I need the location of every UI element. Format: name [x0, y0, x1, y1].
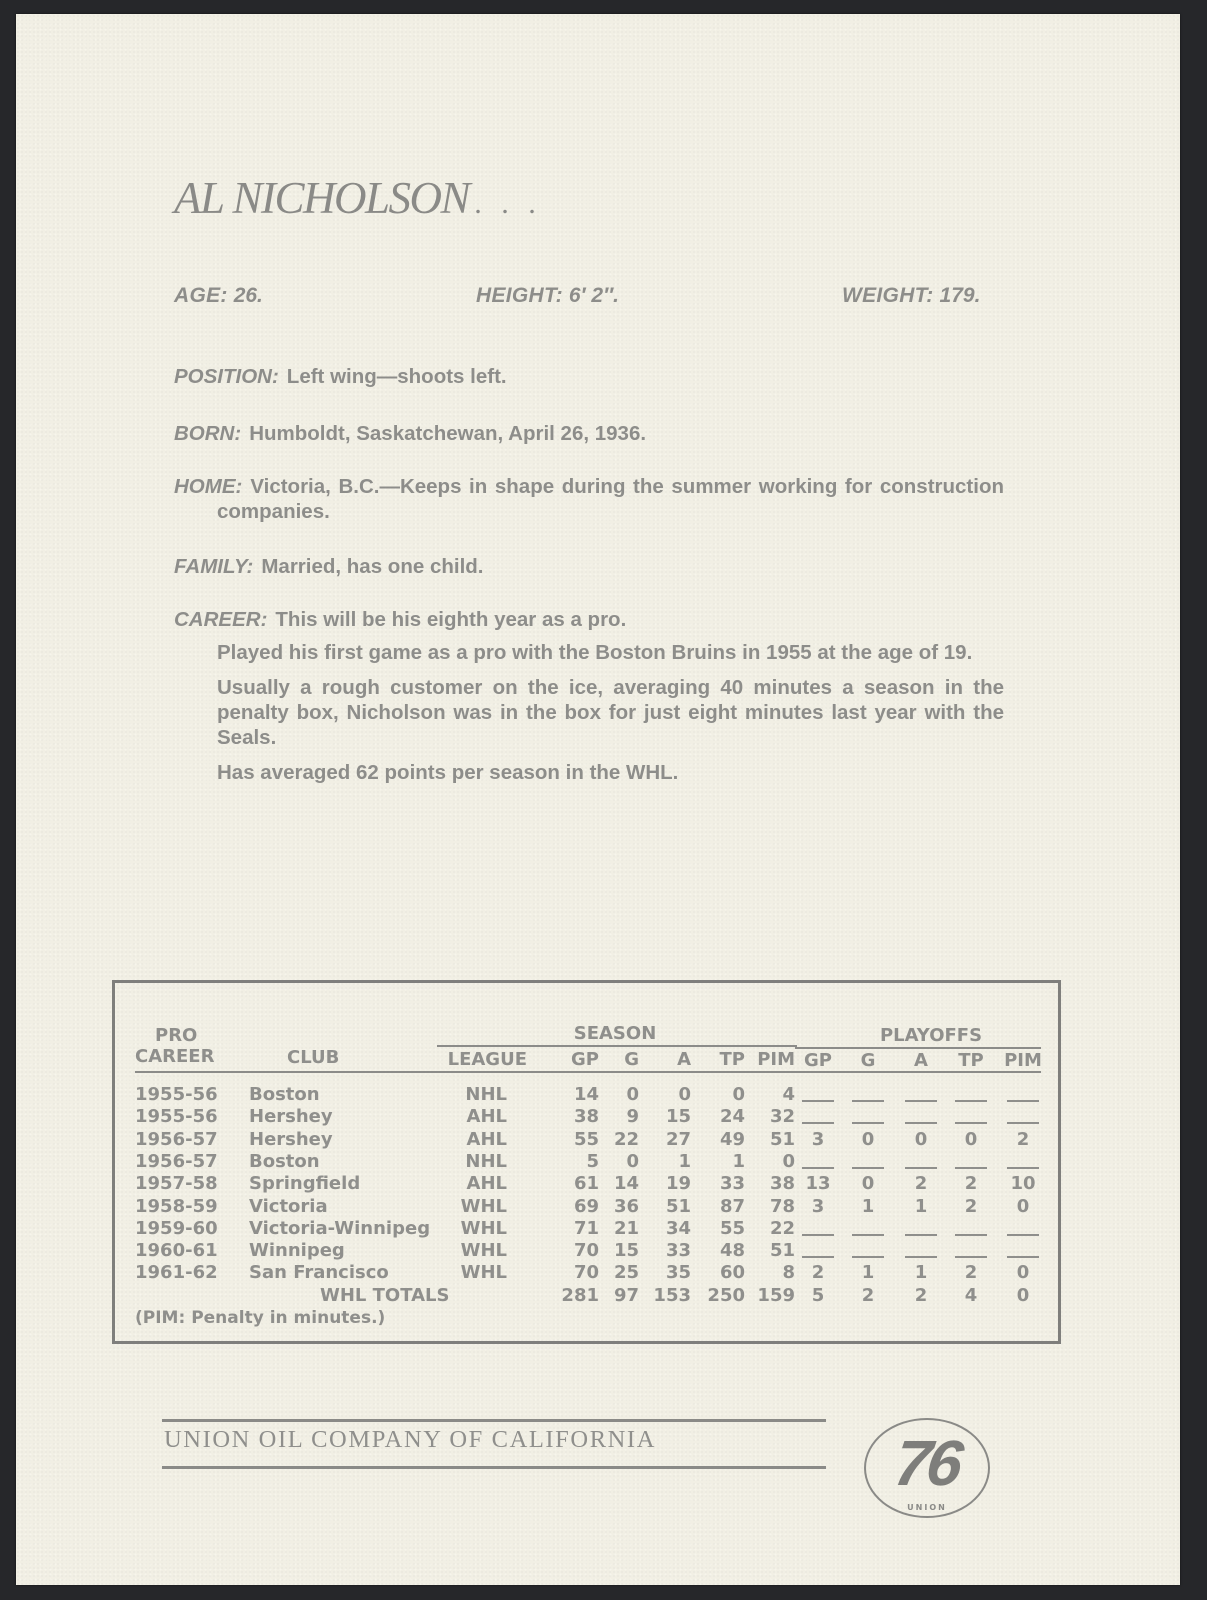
- row-playoffs-a: 2: [914, 1173, 928, 1195]
- row-season-tp: 55: [719, 1217, 745, 1239]
- row-playoffs-pim: 2: [1016, 1128, 1030, 1150]
- row-season-pim: 51: [769, 1240, 795, 1262]
- row-playoffs-tp: [946, 1084, 996, 1105]
- row-season-pim: 78: [769, 1195, 795, 1217]
- header-season-g: G: [624, 1049, 639, 1070]
- row-playoffs-pim: [998, 1218, 1048, 1239]
- row-season-pim: 51: [769, 1128, 795, 1150]
- empty-dash: [905, 1100, 937, 1102]
- height-label: HEIGHT:: [476, 284, 563, 307]
- row-playoffs-pim: 10: [1010, 1173, 1036, 1195]
- row-season-a: 51: [665, 1195, 691, 1217]
- row-year: 1961-62: [135, 1262, 218, 1284]
- age-label: AGE:: [174, 284, 228, 307]
- totals-playoffs-g: 2: [861, 1284, 875, 1306]
- row-league: AHL: [466, 1128, 507, 1150]
- row-season-tp: 24: [719, 1106, 745, 1128]
- row-season-g: 25: [613, 1262, 639, 1284]
- row-club: Hershey: [249, 1106, 333, 1128]
- header-career: CAREER: [135, 1046, 215, 1067]
- totals-playoffs-tp: 4: [964, 1284, 978, 1306]
- row-year: 1956-57: [135, 1150, 218, 1172]
- totals-season-a: 153: [653, 1284, 691, 1306]
- row-season-a: 1: [678, 1150, 691, 1172]
- row-league: AHL: [466, 1106, 507, 1128]
- row-season-g: 0: [626, 1150, 639, 1172]
- row-season-a: 35: [665, 1262, 691, 1284]
- row-season-pim: 22: [769, 1217, 795, 1239]
- row-season-a: 19: [665, 1173, 691, 1195]
- row-league: NHL: [465, 1084, 507, 1105]
- row-year: 1960-61: [135, 1240, 218, 1262]
- row-season-pim: 0: [782, 1150, 795, 1172]
- row-season-gp: 38: [573, 1106, 599, 1128]
- row-playoffs-g: 1: [861, 1195, 875, 1217]
- row-league: NHL: [465, 1150, 507, 1172]
- row-playoffs-tp: 2: [964, 1262, 978, 1284]
- card: [16, 14, 1180, 1585]
- header-playoffs-group: PLAYOFFS: [879, 1025, 983, 1046]
- row-club: Hershey: [249, 1128, 333, 1150]
- company-name: UNION OIL COMPANY OF CALIFORNIA: [164, 1426, 656, 1453]
- vital-height: [476, 284, 619, 308]
- career-label: CAREER:: [174, 608, 268, 631]
- row-playoffs-g: [843, 1151, 893, 1172]
- bio-family: [174, 554, 1004, 579]
- row-year: 1955-56: [135, 1084, 218, 1105]
- row-playoffs-tp: 0: [964, 1128, 978, 1150]
- weight-value: 179.: [939, 284, 981, 307]
- row-playoffs-gp: [793, 1084, 843, 1105]
- empty-dash: [955, 1234, 987, 1236]
- row-club: San Francisco: [249, 1262, 389, 1284]
- row-season-g: 0: [626, 1084, 639, 1105]
- row-playoffs-g: [843, 1218, 893, 1239]
- row-season-pim: 8: [782, 1262, 795, 1284]
- row-playoffs-pim: 0: [1016, 1195, 1030, 1217]
- vital-age: [174, 284, 263, 308]
- row-playoffs-g: 0: [861, 1173, 875, 1195]
- totals-playoffs-pim: 0: [1016, 1284, 1030, 1306]
- row-playoffs-g: 0: [861, 1128, 875, 1150]
- family-text: Married, has one child.: [261, 555, 484, 578]
- player-name-heading: [174, 172, 543, 224]
- header-pro: PRO: [155, 1025, 198, 1046]
- header-season-tp: TP: [719, 1049, 745, 1070]
- row-playoffs-g: [843, 1084, 893, 1105]
- totals-playoffs-a: 2: [914, 1284, 928, 1306]
- row-year: 1956-57: [135, 1128, 218, 1150]
- row-season-gp: 55: [573, 1128, 599, 1150]
- row-season-a: 33: [665, 1240, 691, 1262]
- row-season-gp: 5: [586, 1150, 599, 1172]
- career-stats-table: [112, 980, 1061, 1344]
- row-playoffs-gp: [793, 1240, 843, 1261]
- footer-rule-bottom: [162, 1466, 826, 1469]
- header-playoffs-a: A: [914, 1050, 928, 1071]
- row-season-tp: 1: [732, 1150, 745, 1172]
- row-season-g: 15: [613, 1240, 639, 1262]
- footer-rule-top: [162, 1419, 826, 1422]
- row-season-pim: 4: [782, 1084, 795, 1105]
- row-playoffs-g: [843, 1240, 893, 1261]
- row-playoffs-a: [896, 1084, 946, 1105]
- row-club: Winnipeg: [249, 1240, 345, 1262]
- row-playoffs-gp: 3: [811, 1128, 825, 1150]
- row-playoffs-tp: [946, 1106, 996, 1127]
- row-playoffs-gp: 2: [811, 1262, 825, 1284]
- header-league: LEAGUE: [447, 1049, 527, 1070]
- row-season-gp: 70: [573, 1262, 599, 1284]
- row-playoffs-a: 1: [914, 1195, 928, 1217]
- row-season-g: 21: [613, 1217, 639, 1239]
- row-playoffs-a: 1: [914, 1262, 928, 1284]
- row-season-a: 15: [665, 1106, 691, 1128]
- empty-dash: [802, 1256, 834, 1258]
- empty-dash: [1007, 1234, 1039, 1236]
- row-club: Springfield: [249, 1173, 361, 1195]
- empty-dash: [955, 1256, 987, 1258]
- header-playoffs-tp: TP: [958, 1050, 984, 1071]
- empty-dash: [852, 1100, 884, 1102]
- empty-dash: [802, 1122, 834, 1124]
- row-season-gp: 71: [573, 1217, 599, 1239]
- row-season-tp: 0: [732, 1084, 745, 1105]
- row-club: Boston: [249, 1084, 320, 1105]
- bio-home: [174, 474, 1004, 524]
- career-paragraph: Has averaged 62 points per season in the WHL.: [217, 761, 679, 784]
- empty-dash: [905, 1167, 937, 1169]
- row-season-a: 34: [665, 1217, 691, 1239]
- weight-label: WEIGHT:: [842, 284, 934, 307]
- row-league: WHL: [460, 1195, 507, 1217]
- header-playoffs-gp: GP: [804, 1050, 832, 1071]
- row-playoffs-gp: [793, 1106, 843, 1127]
- header-season-group: SEASON: [573, 1023, 657, 1044]
- totals-season-pim: 159: [757, 1284, 795, 1306]
- totals-label: WHL TOTALS: [320, 1284, 450, 1306]
- empty-dash: [802, 1234, 834, 1236]
- career-text: This will be his eighth year as a pro.: [275, 608, 627, 631]
- age-value: 26.: [233, 284, 263, 307]
- season-group-rule: [437, 1045, 797, 1047]
- career-paragraph: Usually a rough customer on the ice, averaging 40 minutes a season in the penalty box, Nicholson was in the box for just eight minutes last year with the Seals.: [217, 676, 1004, 749]
- row-season-gp: 14: [573, 1084, 599, 1105]
- row-club: Boston: [249, 1150, 320, 1172]
- vital-weight: [842, 284, 980, 308]
- row-season-tp: 60: [719, 1262, 745, 1284]
- row-playoffs-g: [843, 1106, 893, 1127]
- header-underline: [135, 1071, 1041, 1073]
- row-season-g: 22: [613, 1128, 639, 1150]
- header-season-gp: GP: [571, 1049, 599, 1070]
- playoffs-group-rule: [795, 1047, 1041, 1049]
- row-year: 1959-60: [135, 1217, 218, 1239]
- row-league: WHL: [460, 1240, 507, 1262]
- career-intro: [174, 607, 1004, 632]
- row-playoffs-a: [896, 1218, 946, 1239]
- empty-dash: [905, 1122, 937, 1124]
- row-season-tp: 33: [719, 1173, 745, 1195]
- logo-number: 76: [890, 1427, 964, 1499]
- row-playoffs-gp: [793, 1218, 843, 1239]
- row-playoffs-tp: [946, 1151, 996, 1172]
- position-label: POSITION:: [174, 365, 279, 388]
- born-text: Humboldt, Saskatchewan, April 26, 1936.: [249, 422, 647, 445]
- totals-season-tp: 250: [707, 1284, 745, 1306]
- header-season-pim: PIM: [757, 1049, 795, 1070]
- bio-career: [174, 607, 1004, 785]
- family-label: FAMILY:: [174, 555, 254, 578]
- empty-dash: [802, 1167, 834, 1169]
- empty-dash: [852, 1256, 884, 1258]
- row-playoffs-tp: 2: [964, 1173, 978, 1195]
- row-playoffs-pim: [998, 1084, 1048, 1105]
- player-name: AL NICHOLSON: [174, 173, 470, 223]
- empty-dash: [802, 1100, 834, 1102]
- totals-playoffs-gp: 5: [811, 1284, 825, 1306]
- empty-dash: [905, 1234, 937, 1236]
- empty-dash: [852, 1122, 884, 1124]
- header-season-a: A: [677, 1049, 691, 1070]
- home-paragraph: [174, 474, 1004, 524]
- empty-dash: [1007, 1100, 1039, 1102]
- row-season-pim: 32: [769, 1106, 795, 1128]
- row-season-gp: 69: [573, 1195, 599, 1217]
- row-season-pim: 38: [769, 1173, 795, 1195]
- row-season-g: 14: [613, 1173, 639, 1195]
- empty-dash: [905, 1256, 937, 1258]
- row-club: Victoria: [249, 1195, 328, 1217]
- empty-dash: [955, 1122, 987, 1124]
- empty-dash: [955, 1100, 987, 1102]
- pim-footnote: (PIM: Penalty in minutes.): [135, 1308, 386, 1328]
- row-playoffs-gp: 3: [811, 1195, 825, 1217]
- totals-season-g: 97: [613, 1284, 639, 1306]
- position-text: Left wing—shoots left.: [286, 365, 507, 388]
- row-season-gp: 61: [573, 1173, 599, 1195]
- career-paragraph: Played his first game as a pro with the Boston Bruins in 1955 at the age of 19.: [217, 641, 973, 664]
- row-league: AHL: [466, 1173, 507, 1195]
- empty-dash: [1007, 1122, 1039, 1124]
- row-season-gp: 70: [573, 1240, 599, 1262]
- header-club: CLUB: [287, 1047, 340, 1068]
- empty-dash: [1007, 1167, 1039, 1169]
- row-playoffs-tp: [946, 1218, 996, 1239]
- empty-dash: [852, 1234, 884, 1236]
- row-playoffs-tp: 2: [964, 1195, 978, 1217]
- born-label: BORN:: [174, 422, 242, 445]
- row-season-tp: 49: [719, 1128, 745, 1150]
- row-playoffs-tp: [946, 1240, 996, 1261]
- row-club: Victoria-Winnipeg: [249, 1217, 431, 1239]
- row-year: 1957-58: [135, 1173, 218, 1195]
- row-playoffs-gp: [793, 1151, 843, 1172]
- bio-born: [174, 421, 1004, 446]
- logo-text: UNION: [907, 1503, 947, 1512]
- row-playoffs-pim: [998, 1151, 1048, 1172]
- header-playoffs-pim: PIM: [1004, 1050, 1042, 1071]
- empty-dash: [1007, 1256, 1039, 1258]
- row-season-g: 9: [626, 1106, 639, 1128]
- row-season-g: 36: [613, 1195, 639, 1217]
- row-league: WHL: [460, 1262, 507, 1284]
- row-season-tp: 87: [719, 1195, 745, 1217]
- header-playoffs-g: G: [860, 1050, 876, 1071]
- title-ellipsis: . . .: [475, 187, 543, 220]
- row-playoffs-pim: [998, 1240, 1048, 1261]
- row-playoffs-a: 0: [914, 1128, 928, 1150]
- row-season-a: 0: [678, 1084, 691, 1105]
- row-season-a: 27: [665, 1128, 691, 1150]
- bio-position: [174, 364, 1004, 389]
- empty-dash: [852, 1167, 884, 1169]
- row-season-tp: 48: [719, 1240, 745, 1262]
- row-playoffs-pim: 0: [1016, 1262, 1030, 1284]
- union-76-logo: [864, 1418, 990, 1518]
- row-year: 1958-59: [135, 1195, 218, 1217]
- empty-dash: [955, 1167, 987, 1169]
- row-playoffs-pim: [998, 1106, 1048, 1127]
- row-playoffs-gp: 13: [805, 1173, 831, 1195]
- row-playoffs-a: [896, 1240, 946, 1261]
- home-label: HOME:: [174, 475, 243, 498]
- home-text: Victoria, B.C.—Keeps in shape during the summer working for construction companies.: [217, 475, 1004, 523]
- row-playoffs-a: [896, 1106, 946, 1127]
- height-value: 6′ 2″.: [568, 284, 619, 307]
- row-playoffs-g: 1: [861, 1262, 875, 1284]
- totals-season-gp: 281: [561, 1284, 599, 1306]
- row-year: 1955-56: [135, 1106, 218, 1128]
- row-league: WHL: [460, 1217, 507, 1239]
- row-playoffs-a: [896, 1151, 946, 1172]
